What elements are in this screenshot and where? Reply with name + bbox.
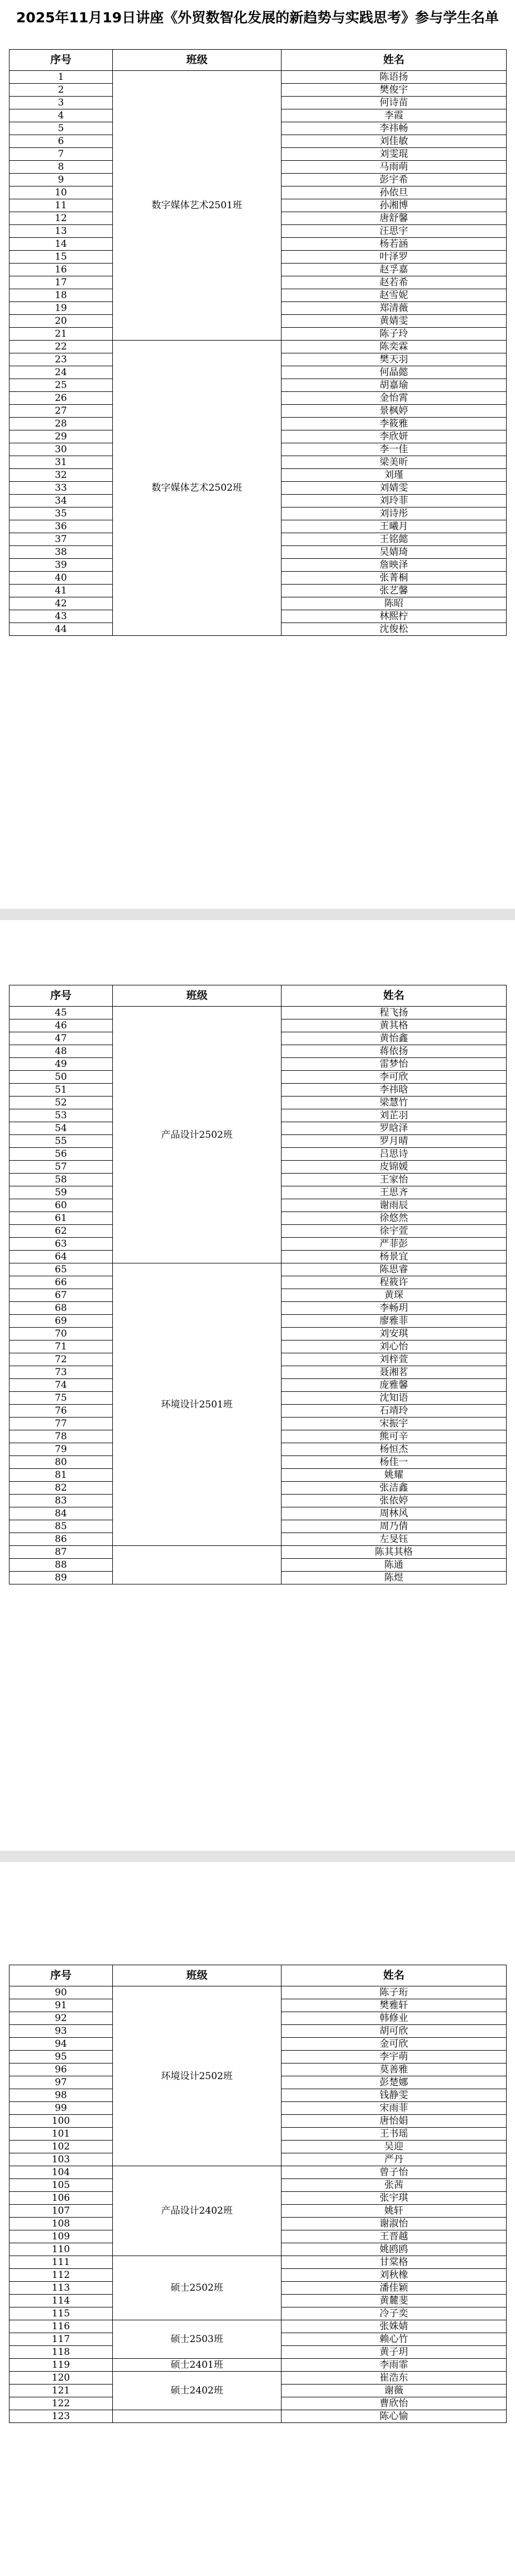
- student-name: 蒋依扬: [282, 1045, 507, 1058]
- row-index: 54: [9, 1122, 113, 1135]
- student-name: 吕思诗: [282, 1148, 507, 1161]
- student-name: 谢雨辰: [282, 1199, 507, 1212]
- row-index: 80: [9, 1456, 113, 1469]
- table-header-row: [9, 985, 507, 1007]
- class-cell: 数字媒体艺术2501班: [113, 71, 282, 341]
- row-index: 5: [9, 122, 113, 135]
- student-name: 黄其格: [282, 1019, 507, 1032]
- row-index: 28: [9, 418, 113, 430]
- header-index: 序号: [9, 985, 113, 1007]
- row-index: 84: [9, 1507, 113, 1520]
- student-table: [9, 1965, 507, 2423]
- row-index: 101: [9, 2128, 113, 2141]
- student-name: 李祎畅: [282, 122, 507, 135]
- student-name: 何晶懿: [282, 366, 507, 379]
- row-index: 7: [9, 148, 113, 161]
- row-index: 55: [9, 1135, 113, 1148]
- row-index: 106: [9, 2192, 113, 2205]
- student-name: 刘心怡: [282, 1340, 507, 1353]
- student-name: 林熙柠: [282, 610, 507, 623]
- student-name: 樊雅轩: [282, 1999, 507, 2012]
- student-name: 刘安琪: [282, 1328, 507, 1340]
- row-index: 95: [9, 2051, 113, 2063]
- student-name: 沈俊松: [282, 623, 507, 636]
- row-index: 72: [9, 1353, 113, 1366]
- row-index: 4: [9, 109, 113, 122]
- row-index: 60: [9, 1199, 113, 1212]
- student-name: 徐宇萱: [282, 1225, 507, 1238]
- student-name: 李筱雅: [282, 418, 507, 430]
- student-name: 钱静雯: [282, 2089, 507, 2102]
- row-index: 43: [9, 610, 113, 623]
- row-index: 14: [9, 238, 113, 251]
- student-name: 王思齐: [282, 1186, 507, 1199]
- row-index: 77: [9, 1418, 113, 1430]
- row-index: 108: [9, 2218, 113, 2230]
- row-index: 105: [9, 2179, 113, 2192]
- row-index: 29: [9, 430, 113, 443]
- row-index: 9: [9, 174, 113, 186]
- student-name: 皮锦媛: [282, 1161, 507, 1174]
- student-name: 姚耀: [282, 1469, 507, 1482]
- student-name: 樊天羽: [282, 353, 507, 366]
- student-name: 汪思宇: [282, 225, 507, 238]
- row-index: 73: [9, 1366, 113, 1379]
- student-name: 陈思睿: [282, 1263, 507, 1276]
- table-header-row: [9, 50, 507, 71]
- row-index: 64: [9, 1251, 113, 1263]
- row-index: 35: [9, 507, 113, 520]
- row-index: 118: [9, 2346, 113, 2359]
- row-index: 10: [9, 186, 113, 199]
- row-index: 24: [9, 366, 113, 379]
- row-index: 13: [9, 225, 113, 238]
- table-row: [9, 2166, 507, 2179]
- row-index: 8: [9, 161, 113, 174]
- class-cell: 环境设计2501班: [113, 1263, 282, 1546]
- student-name: 李霞: [282, 109, 507, 122]
- table-row: [9, 2372, 507, 2385]
- row-index: 45: [9, 1007, 113, 1019]
- student-name: 杨景宜: [282, 1251, 507, 1263]
- student-name: 杨恒杰: [282, 1443, 507, 1456]
- header-name: 姓名: [282, 50, 507, 71]
- row-index: 88: [9, 1559, 113, 1572]
- row-index: 120: [9, 2372, 113, 2385]
- row-index: 44: [9, 623, 113, 636]
- row-index: 31: [9, 456, 113, 469]
- row-index: 112: [9, 2269, 113, 2282]
- student-name: 彭楚娜: [282, 2076, 507, 2089]
- row-index: 48: [9, 1045, 113, 1058]
- student-name: 何诗苗: [282, 97, 507, 109]
- student-name: 赖心竹: [282, 2333, 507, 2346]
- student-name: 刘婧雯: [282, 482, 507, 495]
- student-name: 黄怡鑫: [282, 1032, 507, 1045]
- student-name: 冷子奕: [282, 2307, 507, 2320]
- header-class: 班级: [113, 50, 282, 71]
- class-cell: 环境设计2502班: [113, 1986, 282, 2166]
- row-index: 110: [9, 2243, 113, 2256]
- row-index: 111: [9, 2256, 113, 2269]
- row-index: 11: [9, 199, 113, 212]
- row-index: 40: [9, 572, 113, 585]
- student-name: 梁慧竹: [282, 1097, 507, 1109]
- row-index: 70: [9, 1328, 113, 1340]
- row-index: 69: [9, 1315, 113, 1328]
- header-name: 姓名: [282, 1965, 507, 1986]
- student-name: 刘梓萱: [282, 1353, 507, 1366]
- row-index: 98: [9, 2089, 113, 2102]
- header-name: 姓名: [282, 985, 507, 1007]
- row-index: 107: [9, 2205, 113, 2218]
- row-index: 75: [9, 1392, 113, 1405]
- student-name: 孙湘博: [282, 199, 507, 212]
- row-index: 102: [9, 2141, 113, 2153]
- row-index: 56: [9, 1148, 113, 1161]
- student-name: 陈奕霖: [282, 341, 507, 353]
- row-index: 2: [9, 84, 113, 97]
- student-name: 李雨霏: [282, 2359, 507, 2372]
- row-index: 19: [9, 302, 113, 315]
- student-name: 宋振宇: [282, 1418, 507, 1430]
- student-name: 周乃倩: [282, 1520, 507, 1533]
- row-index: 97: [9, 2076, 113, 2089]
- student-name: 熊可辛: [282, 1430, 507, 1443]
- student-name: 张依婷: [282, 1495, 507, 1507]
- row-index: 96: [9, 2063, 113, 2076]
- row-index: 17: [9, 276, 113, 289]
- student-name: 廖雅菲: [282, 1315, 507, 1328]
- student-name: 张宇琪: [282, 2192, 507, 2205]
- row-index: 114: [9, 2295, 113, 2307]
- student-name: 唐怡娟: [282, 2115, 507, 2128]
- row-index: 22: [9, 341, 113, 353]
- row-index: 67: [9, 1289, 113, 1302]
- page-1: [0, 0, 515, 909]
- class-cell: 硕士2402班: [113, 2372, 282, 2410]
- student-name: 雷梦怡: [282, 1058, 507, 1071]
- class-cell: 产品设计2502班: [113, 1007, 282, 1263]
- row-index: 23: [9, 353, 113, 366]
- student-name: 叶泽罗: [282, 251, 507, 264]
- student-name: 陈子珩: [282, 1986, 507, 1999]
- row-index: 109: [9, 2230, 113, 2243]
- student-name: 胡可欣: [282, 2025, 507, 2038]
- student-name: 李畅玥: [282, 1302, 507, 1315]
- student-name: 谢薇: [282, 2385, 507, 2397]
- row-index: 49: [9, 1058, 113, 1071]
- row-index: 33: [9, 482, 113, 495]
- student-name: 胡嘉瑜: [282, 379, 507, 392]
- student-name: 宋雨菲: [282, 2102, 507, 2115]
- student-name: 李欣妍: [282, 430, 507, 443]
- row-index: 51: [9, 1084, 113, 1097]
- row-index: 66: [9, 1276, 113, 1289]
- row-index: 93: [9, 2025, 113, 2038]
- student-name: 聂湘茗: [282, 1366, 507, 1379]
- student-name: 梁美昕: [282, 456, 507, 469]
- header-index: 序号: [9, 1965, 113, 1986]
- row-index: 121: [9, 2385, 113, 2397]
- student-name: 唐舒馨: [282, 212, 507, 225]
- student-name: 韩修业: [282, 2012, 507, 2025]
- row-index: 63: [9, 1238, 113, 1251]
- student-name: 陈昭: [282, 597, 507, 610]
- page-3: [0, 1862, 515, 2576]
- table-row: [9, 341, 507, 353]
- class-cell: [113, 1546, 282, 1584]
- student-name: 左旻钰: [282, 1533, 507, 1546]
- row-index: 21: [9, 328, 113, 341]
- student-name: 张艺馨: [282, 585, 507, 597]
- student-name: 曹欣怡: [282, 2397, 507, 2410]
- row-index: 58: [9, 1174, 113, 1186]
- student-name: 王曦月: [282, 520, 507, 533]
- student-name: 周林风: [282, 1507, 507, 1520]
- student-name: 彭宇希: [282, 174, 507, 186]
- student-name: 庞雅馨: [282, 1379, 507, 1392]
- row-index: 123: [9, 2410, 113, 2423]
- student-name: 张洁鑫: [282, 1482, 507, 1495]
- student-name: 刘佳敏: [282, 135, 507, 148]
- student-name: 陈其其格: [282, 1546, 507, 1559]
- student-name: 陈煜: [282, 1572, 507, 1584]
- row-index: 122: [9, 2397, 113, 2410]
- row-index: 26: [9, 392, 113, 405]
- student-name: 詹映泽: [282, 559, 507, 572]
- page-separator: [0, 1851, 515, 1862]
- student-name: 黄琛: [282, 1289, 507, 1302]
- student-name: 刘雯琨: [282, 148, 507, 161]
- row-index: 89: [9, 1572, 113, 1584]
- class-cell: 硕士2503班: [113, 2320, 282, 2359]
- student-name: 姚鸥鸥: [282, 2243, 507, 2256]
- row-index: 30: [9, 443, 113, 456]
- row-index: 115: [9, 2307, 113, 2320]
- header-index: 序号: [9, 50, 113, 71]
- row-index: 71: [9, 1340, 113, 1353]
- row-index: 3: [9, 97, 113, 109]
- row-index: 50: [9, 1071, 113, 1084]
- row-index: 20: [9, 315, 113, 328]
- student-name: 陈通: [282, 1559, 507, 1572]
- student-name: 王书瑶: [282, 2128, 507, 2141]
- document-title: 2025年11月19日讲座《外贸数智化发展的新趋势与实践思考》参与学生名单: [16, 9, 499, 26]
- student-name: 孙依旦: [282, 186, 507, 199]
- student-name: 吴迎: [282, 2141, 507, 2153]
- student-name: 陈心愉: [282, 2410, 507, 2423]
- class-cell: 硕士2502班: [113, 2256, 282, 2320]
- student-name: 张姝婧: [282, 2320, 507, 2333]
- student-name: 赵孚嘉: [282, 264, 507, 276]
- row-index: 16: [9, 264, 113, 276]
- table-row: [9, 1007, 507, 1019]
- student-name: 李一佳: [282, 443, 507, 456]
- student-name: 严菲彭: [282, 1238, 507, 1251]
- page-separator: [0, 909, 515, 920]
- row-index: 104: [9, 2166, 113, 2179]
- student-name: 刘芷羽: [282, 1109, 507, 1122]
- row-index: 1: [9, 71, 113, 84]
- class-cell: [113, 2410, 282, 2423]
- student-name: 黄麓斐: [282, 2295, 507, 2307]
- row-index: 39: [9, 559, 113, 572]
- student-name: 崔浩东: [282, 2372, 507, 2385]
- row-index: 91: [9, 1999, 113, 2012]
- student-name: 杨佳一: [282, 1456, 507, 1469]
- student-name: 王家怡: [282, 1174, 507, 1186]
- class-cell: 产品设计2402班: [113, 2166, 282, 2256]
- student-name: 程飞扬: [282, 1007, 507, 1019]
- row-index: 32: [9, 469, 113, 482]
- student-name: 吴婧琦: [282, 546, 507, 559]
- student-name: 陈子玲: [282, 328, 507, 341]
- class-cell: 硕士2401班: [113, 2359, 282, 2372]
- row-index: 47: [9, 1032, 113, 1045]
- row-index: 34: [9, 495, 113, 507]
- student-name: 刘诗彤: [282, 507, 507, 520]
- student-name: 陈语扬: [282, 71, 507, 84]
- table-row: [9, 2410, 507, 2423]
- row-index: 103: [9, 2153, 113, 2166]
- row-index: 59: [9, 1186, 113, 1199]
- row-index: 36: [9, 520, 113, 533]
- student-name: 王晋越: [282, 2230, 507, 2243]
- row-index: 86: [9, 1533, 113, 1546]
- row-index: 6: [9, 135, 113, 148]
- student-name: 严丹: [282, 2153, 507, 2166]
- header-class: 班级: [113, 985, 282, 1007]
- row-index: 94: [9, 2038, 113, 2051]
- row-index: 117: [9, 2333, 113, 2346]
- student-name: 潘佳颖: [282, 2282, 507, 2295]
- student-name: 马雨萌: [282, 161, 507, 174]
- header-class: 班级: [113, 1965, 282, 1986]
- student-name: 石靖玲: [282, 1405, 507, 1418]
- row-index: 27: [9, 405, 113, 418]
- table-row: [9, 1546, 507, 1559]
- row-index: 79: [9, 1443, 113, 1456]
- student-name: 王铭懿: [282, 533, 507, 546]
- table-row: [9, 1986, 507, 1999]
- student-name: 徐悠然: [282, 1212, 507, 1225]
- student-name: 甘棠格: [282, 2256, 507, 2269]
- student-name: 金可欣: [282, 2038, 507, 2051]
- row-index: 62: [9, 1225, 113, 1238]
- class-cell: 数字媒体艺术2502班: [113, 341, 282, 636]
- student-name: 罗月晴: [282, 1135, 507, 1148]
- table-row: [9, 2256, 507, 2269]
- row-index: 42: [9, 597, 113, 610]
- student-name: 莫善雅: [282, 2063, 507, 2076]
- row-index: 90: [9, 1986, 113, 1999]
- student-name: 程筱许: [282, 1276, 507, 1289]
- row-index: 68: [9, 1302, 113, 1315]
- student-name: 杨若涵: [282, 238, 507, 251]
- student-name: 黄子玥: [282, 2346, 507, 2359]
- row-index: 113: [9, 2282, 113, 2295]
- page-2: [0, 920, 515, 1851]
- student-table: [9, 49, 507, 636]
- table-row: [9, 2359, 507, 2372]
- row-index: 65: [9, 1263, 113, 1276]
- student-table: [9, 985, 507, 1584]
- student-name: 郑清薇: [282, 302, 507, 315]
- row-index: 87: [9, 1546, 113, 1559]
- student-name: 景枫婷: [282, 405, 507, 418]
- student-name: 罗晗泽: [282, 1122, 507, 1135]
- student-name: 姚轩: [282, 2205, 507, 2218]
- student-name: 谢淑怡: [282, 2218, 507, 2230]
- student-name: 沈知语: [282, 1392, 507, 1405]
- student-name: 刘秋橡: [282, 2269, 507, 2282]
- student-name: 金怡霄: [282, 392, 507, 405]
- row-index: 81: [9, 1469, 113, 1482]
- student-name: 曾子怡: [282, 2166, 507, 2179]
- row-index: 57: [9, 1161, 113, 1174]
- row-index: 18: [9, 289, 113, 302]
- student-name: 赵若希: [282, 276, 507, 289]
- row-index: 92: [9, 2012, 113, 2025]
- row-index: 41: [9, 585, 113, 597]
- row-index: 12: [9, 212, 113, 225]
- table-header-row: [9, 1965, 507, 1986]
- student-name: 赵雪妮: [282, 289, 507, 302]
- student-name: 黄婧雯: [282, 315, 507, 328]
- table-row: [9, 1263, 507, 1276]
- row-index: 82: [9, 1482, 113, 1495]
- student-name: 张茜: [282, 2179, 507, 2192]
- table-row: [9, 2320, 507, 2333]
- student-name: 李祎晗: [282, 1084, 507, 1097]
- student-name: 张菁桐: [282, 572, 507, 585]
- student-name: 李可欣: [282, 1071, 507, 1084]
- row-index: 119: [9, 2359, 113, 2372]
- row-index: 38: [9, 546, 113, 559]
- student-name: 刘玲菲: [282, 495, 507, 507]
- row-index: 61: [9, 1212, 113, 1225]
- student-name: 刘瑾: [282, 469, 507, 482]
- table-row: [9, 71, 507, 84]
- row-index: 52: [9, 1097, 113, 1109]
- row-index: 116: [9, 2320, 113, 2333]
- row-index: 99: [9, 2102, 113, 2115]
- row-index: 25: [9, 379, 113, 392]
- row-index: 46: [9, 1019, 113, 1032]
- row-index: 76: [9, 1405, 113, 1418]
- student-name: 樊俊宇: [282, 84, 507, 97]
- row-index: 74: [9, 1379, 113, 1392]
- row-index: 100: [9, 2115, 113, 2128]
- row-index: 53: [9, 1109, 113, 1122]
- row-index: 37: [9, 533, 113, 546]
- row-index: 85: [9, 1520, 113, 1533]
- row-index: 15: [9, 251, 113, 264]
- student-name: 李宇萌: [282, 2051, 507, 2063]
- row-index: 78: [9, 1430, 113, 1443]
- row-index: 83: [9, 1495, 113, 1507]
